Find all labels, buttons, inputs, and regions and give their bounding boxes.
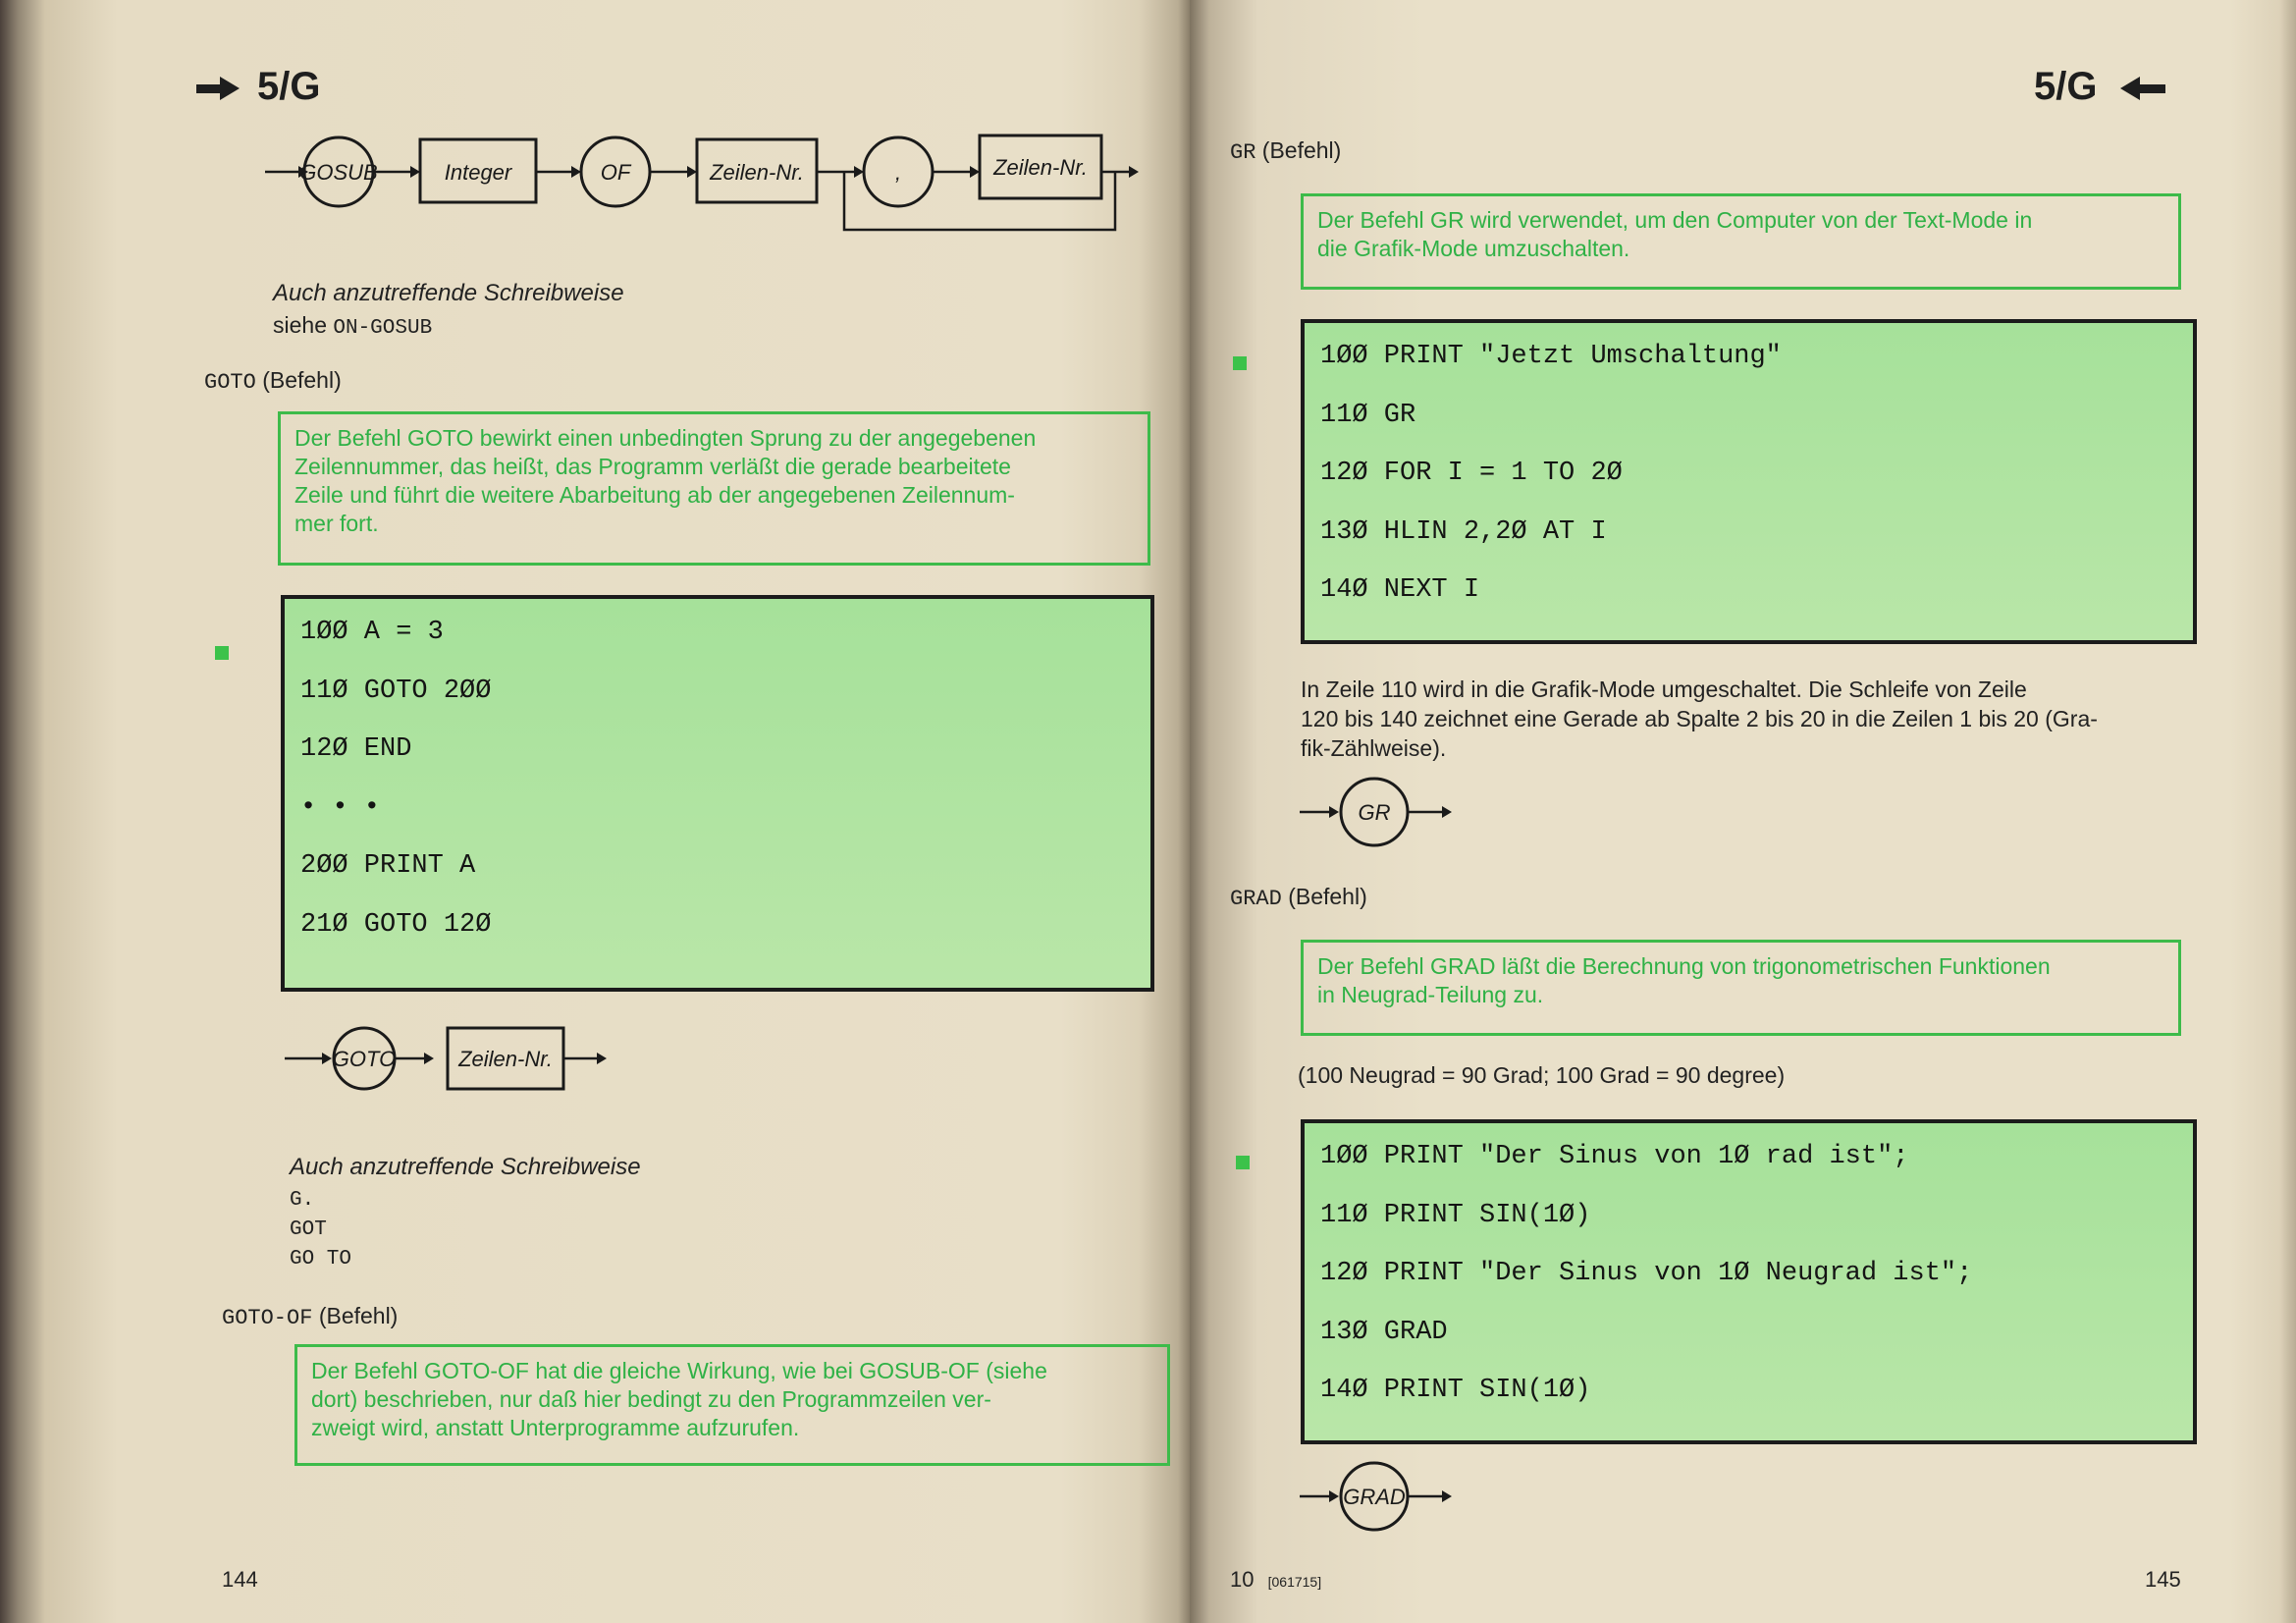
footer-code: [061715] — [1267, 1574, 1322, 1590]
goto-of-definition-box — [294, 1344, 1170, 1466]
code-line: • • • — [300, 792, 381, 823]
gr-explanation-line: fik-Zählweise). — [1301, 735, 1447, 761]
goto-alias-list — [290, 1186, 351, 1274]
goto-of-def-line: zweigt wird, anstatt Unterprogramme aufzurufen. — [311, 1415, 800, 1440]
goto-of-def-line: dort) beschrieben, nur daß hier bedingt zu den Programmzeilen ver- — [311, 1386, 991, 1412]
grad-entry-heading — [1230, 884, 1367, 911]
goto-of-keyword: GOTO-OF — [222, 1306, 313, 1330]
grad-node-label: GRAD — [1343, 1485, 1406, 1509]
goto-type: (Befehl) — [262, 367, 342, 393]
code-line: 14Ø PRINT SIN(1Ø) — [1320, 1376, 1591, 1405]
footer-signature — [1230, 1567, 1321, 1593]
left-header — [196, 65, 320, 111]
right-header-text: 5/G — [2034, 65, 2098, 108]
gr-keyword: GR — [1230, 140, 1256, 165]
goto-code-box — [281, 595, 1154, 992]
goto-node-label: GOTO — [332, 1047, 397, 1071]
code-line: 12Ø PRINT "Der Sinus von 1Ø Neugrad ist"; — [1320, 1259, 1973, 1288]
grad-type: (Befehl) — [1288, 884, 1367, 909]
goto-of-type: (Befehl) — [318, 1303, 399, 1328]
code-line: 12Ø FOR I = 1 TO 2Ø — [1320, 459, 1623, 488]
left-page-number: 144 — [222, 1567, 258, 1592]
goto-def-line: Der Befehl GOTO bewirkt einen unbedingten Sprung zu der angegebenen — [294, 425, 1037, 451]
grad-keyword: GRAD — [1230, 887, 1282, 911]
example-marker — [1236, 1156, 1250, 1169]
goto-entry-heading — [204, 367, 342, 395]
gr-def-line: Der Befehl GR wird verwendet, um den Computer von der Text-Mode in — [1317, 207, 2033, 233]
comma-node-label: , — [894, 160, 902, 185]
footer-signature-number: 10 — [1230, 1567, 1255, 1592]
grad-code-box — [1301, 1119, 2197, 1444]
gosub-alt-ref-keyword: ON-GOSUB — [333, 317, 433, 340]
goto-definition-box — [278, 411, 1150, 566]
gosub-syntax-diagram — [265, 126, 1148, 234]
right-page-number: 145 — [2145, 1567, 2181, 1592]
gr-entry-heading — [1230, 137, 1341, 165]
code-line: 1ØØ PRINT "Jetzt Umschaltung" — [1320, 342, 1782, 371]
code-line: 14Ø NEXT I — [1320, 575, 1480, 605]
code-line: 21Ø GOTO 12Ø — [300, 909, 492, 940]
zeilen-nr-node-1-label: Zeilen-Nr. — [710, 160, 804, 185]
left-arrow-icon — [2120, 67, 2165, 111]
goto-def-line: Zeilennummer, das heißt, das Programm verläßt die gerade bearbeitete — [294, 454, 1011, 479]
integer-node-label: Integer — [444, 160, 512, 185]
grad-def-line: Der Befehl GRAD läßt die Berechnung von trigonometrischen Funktionen — [1317, 953, 2051, 979]
gr-node-label: GR — [1358, 800, 1391, 825]
gosub-alt-prefix: siehe — [273, 312, 327, 338]
goto-of-entry-heading — [222, 1303, 398, 1330]
goto-def-line: Zeile und führt die weitere Abarbeitung ab der angegebenen Zeilennum- — [294, 482, 1015, 508]
grad-def-line: in Neugrad-Teilung zu. — [1317, 982, 1544, 1007]
gr-explanation — [1301, 675, 2204, 763]
goto-alt-label: Auch anzutreffende Schreibweise — [290, 1154, 641, 1180]
gr-explanation-line: In Zeile 110 wird in die Grafik-Mode umgeschaltet. Die Schleife von Zeile — [1301, 676, 2027, 702]
example-marker — [215, 646, 229, 660]
code-line: 1ØØ PRINT "Der Sinus von 1Ø rad ist"; — [1320, 1142, 1909, 1171]
goto-zeilen-nr-label: Zeilen-Nr. — [458, 1047, 553, 1071]
gr-explanation-line: 120 bis 140 zeichnet eine Gerade ab Spalte 2 bis 20 in die Zeilen 1 bis 20 (Gra- — [1301, 706, 2098, 731]
right-arrow-icon — [196, 67, 240, 111]
right-page — [1190, 0, 2296, 1623]
gosub-node-label: GOSUB — [299, 160, 378, 185]
gosub-alt-ref — [273, 310, 432, 344]
code-line: 11Ø GR — [1320, 400, 1416, 430]
goto-syntax-diagram — [285, 1026, 618, 1095]
of-node-label: OF — [600, 160, 631, 185]
code-line: 13Ø GRAD — [1320, 1317, 1448, 1347]
gr-syntax-diagram — [1300, 776, 1486, 848]
code-line: 11Ø GOTO 2ØØ — [300, 676, 492, 706]
grad-note: (100 Neugrad = 90 Grad; 100 Grad = 90 degree) — [1298, 1062, 1786, 1088]
left-header-text: 5/G — [257, 65, 321, 108]
code-line: 13Ø HLIN 2,2Ø AT I — [1320, 516, 1607, 547]
goto-def-line: mer fort. — [294, 511, 379, 536]
code-line: 12Ø END — [300, 734, 412, 764]
code-line: 11Ø PRINT SIN(1Ø) — [1320, 1200, 1591, 1230]
grad-definition-box — [1301, 940, 2181, 1036]
goto-alias: GOT — [290, 1218, 327, 1241]
gr-def-line: die Grafik-Mode umzuschalten. — [1317, 236, 1630, 261]
right-header — [2034, 65, 2165, 111]
gr-definition-box — [1301, 193, 2181, 290]
goto-of-def-line: Der Befehl GOTO-OF hat die gleiche Wirkung, wie bei GOSUB-OF (siehe — [311, 1358, 1047, 1383]
code-line: 2ØØ PRINT A — [300, 851, 476, 881]
grad-syntax-diagram — [1300, 1461, 1486, 1534]
example-marker — [1233, 356, 1247, 370]
code-line: 1ØØ A = 3 — [300, 618, 444, 647]
goto-keyword: GOTO — [204, 370, 256, 395]
zeilen-nr-node-2-label: Zeilen-Nr. — [993, 155, 1088, 180]
goto-alias: G. — [290, 1189, 315, 1212]
goto-alias: GO TO — [290, 1248, 352, 1271]
gosub-alt-label: Auch anzutreffende Schreibweise — [273, 280, 624, 306]
gr-code-box — [1301, 319, 2197, 644]
gr-type: (Befehl) — [1261, 137, 1342, 163]
